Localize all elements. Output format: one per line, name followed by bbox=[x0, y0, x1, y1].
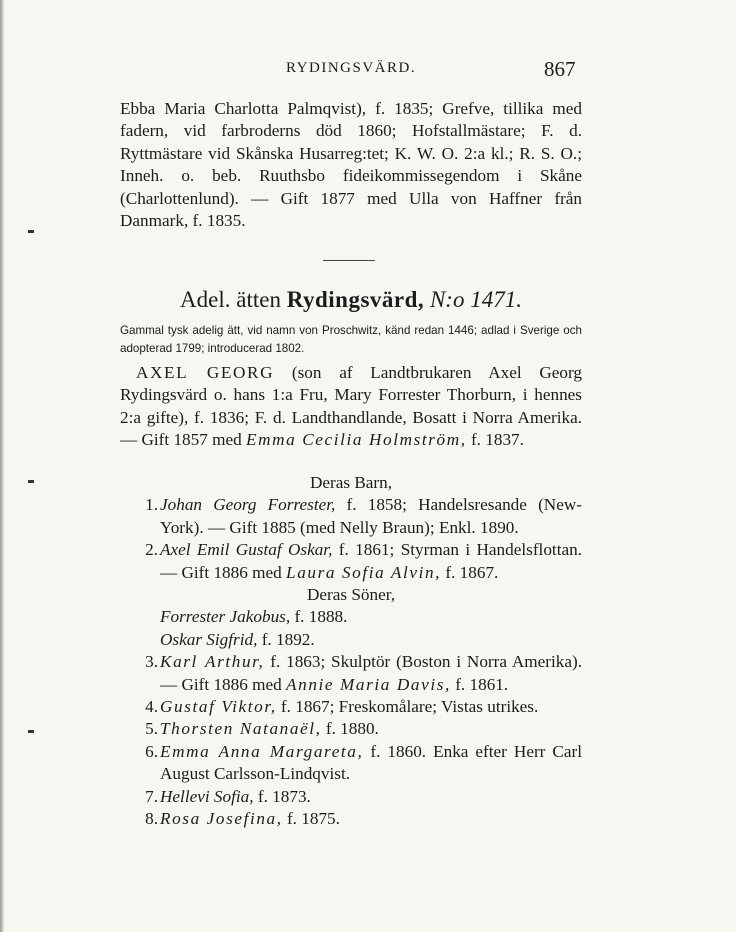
head-wife: Emma Cecilia Holmström, bbox=[246, 430, 467, 450]
child-text: f. 1861; Styrman i Handelsflottan. — Gift 1886 med bbox=[160, 540, 582, 582]
child-text: f. 1858; Handelsresande (New-York). — Gift 1885 (med Nelly Braun); Enkl. 1890. bbox=[160, 495, 582, 537]
continuation-paragraph: Ebba Maria Charlotta Palmqvist), f. 1835; Grefve, tillika med fadern, vid farbroderns död 1860; Hofstallmästare; F. d. Ryttmästare vid Skånska Husarreg:tet; K. W. O. 2:a kl.; R. S. O.; Inneh. o. beb. Ruuthsbo fideikommissegendom i Skåne (Charlottenlund). — Gift 1877 med Ulla von Haffner från Danmark, f. 1835. bbox=[120, 99, 582, 231]
grandchild-name: Forrester Jakobus, bbox=[160, 607, 291, 627]
running-title: RYDINGSVÄRD. bbox=[286, 60, 417, 76]
sons-heading: Deras Söner, bbox=[306, 585, 396, 605]
list-item bbox=[120, 786, 582, 808]
item-number: 5. bbox=[145, 719, 158, 739]
grandchild-name: Oskar Sigfrid, bbox=[160, 629, 258, 649]
children-list bbox=[120, 472, 582, 831]
list-item bbox=[120, 718, 582, 740]
item-number: 1. bbox=[145, 495, 158, 515]
child-name: Axel Emil Gustaf Oskar, bbox=[160, 540, 333, 560]
list-item bbox=[120, 741, 582, 786]
item-number: 4. bbox=[145, 697, 158, 717]
heading-prefix: Adel. ätten bbox=[180, 287, 281, 312]
child-name: Johan Georg Forrester, bbox=[160, 495, 336, 515]
heading-number: N:o 1471. bbox=[429, 287, 522, 312]
list-item bbox=[120, 651, 582, 696]
list-item bbox=[120, 539, 582, 584]
heading-name: Rydingsvärd, bbox=[286, 287, 425, 312]
family-intro: Gammal tysk adelig ätt, vid namn von Proschwitz, känd redan 1446; adlad i Sverige och adopterad 1799; introducerad 1802. bbox=[120, 324, 582, 355]
margin-mark bbox=[28, 730, 34, 733]
child-text: f. 1863; Skulptör (Boston i Norra Amerika). — Gift 1886 med bbox=[160, 652, 582, 694]
child-spouse: Laura Sofia Alvin, bbox=[286, 562, 442, 582]
head-of-family bbox=[120, 362, 582, 452]
list-item bbox=[120, 808, 582, 830]
child-text: f. 1875. bbox=[286, 809, 340, 829]
list-item bbox=[120, 606, 582, 628]
list-item bbox=[120, 494, 582, 539]
item-number: 8. bbox=[145, 809, 158, 829]
child-spouse: Annie Maria Davis, bbox=[286, 674, 451, 694]
child-name: Karl Arthur, bbox=[160, 652, 265, 672]
item-number: 2. bbox=[145, 540, 158, 560]
head-name: AXEL GEORG bbox=[136, 363, 275, 382]
item-number: 6. bbox=[145, 741, 158, 761]
grandchild-text: f. 1892. bbox=[261, 629, 315, 649]
grandchild-text: f. 1888. bbox=[294, 607, 348, 627]
margin-mark bbox=[28, 480, 34, 483]
child-text-2: f. 1861. bbox=[455, 674, 509, 694]
list-item bbox=[120, 696, 582, 718]
child-text: f. 1880. bbox=[325, 719, 379, 739]
child-name: Gustaf Viktor, bbox=[160, 697, 277, 717]
child-name: Rosa Josefina, bbox=[160, 809, 283, 829]
child-name: Hellevi Sofia, bbox=[160, 786, 254, 806]
margin-mark bbox=[28, 230, 34, 233]
page-edge bbox=[0, 0, 4, 932]
item-number: 7. bbox=[145, 786, 158, 806]
item-number: 3. bbox=[145, 652, 158, 672]
section-divider bbox=[323, 260, 375, 261]
list-item bbox=[120, 629, 582, 651]
family-heading bbox=[120, 286, 582, 314]
head-wife-birth: f. 1837. bbox=[470, 430, 524, 450]
children-heading: Deras Barn, bbox=[309, 473, 393, 492]
child-name: Emma Anna Margareta, bbox=[160, 741, 364, 761]
page-header bbox=[120, 57, 586, 84]
child-name: Thorsten Natanaël, bbox=[160, 719, 322, 739]
child-text: f. 1867; Freskomålare; Vistas utrikes. bbox=[280, 697, 539, 717]
page-number: 867 bbox=[544, 57, 576, 81]
child-text: f. 1873. bbox=[257, 786, 311, 806]
head-text: (son af Landtbrukaren Axel Georg Rydingsvärd o. hans 1:a Fru, Mary Forrester Thorburn, i hennes 2:a gifte), f. 1836; F. d. Landthandlande, Bosatt i Norra Amerika. — Gift 1857 med bbox=[120, 363, 582, 450]
child-text-2: f. 1867. bbox=[445, 562, 499, 582]
child-text: f. 1860. Enka efter Herr Carl August Carlsson-Lindqvist. bbox=[160, 741, 582, 784]
